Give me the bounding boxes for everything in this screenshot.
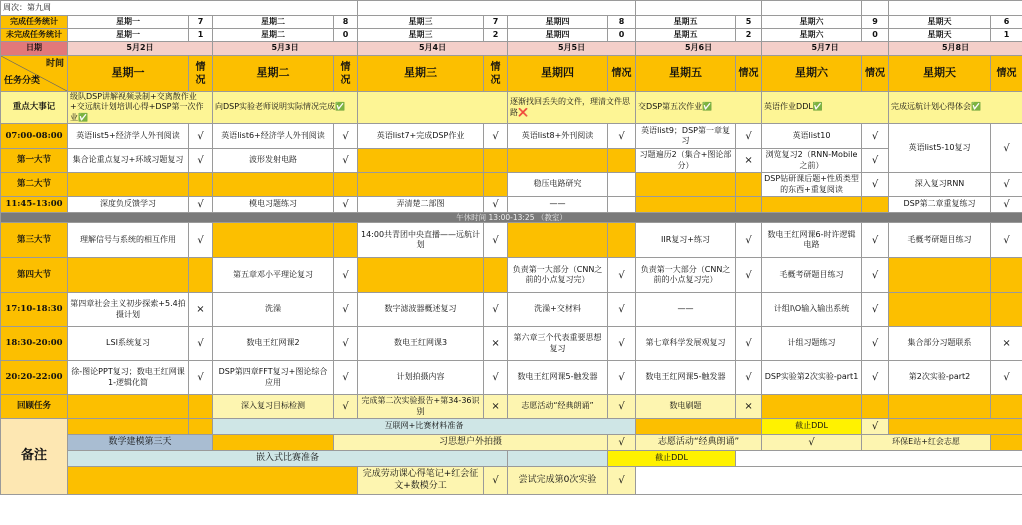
status-cell: √: [484, 293, 508, 327]
event-cell: 交DSP第五次作业✅: [636, 92, 762, 124]
status-cell: √: [736, 258, 762, 293]
blank-cell: [736, 451, 1022, 467]
task-cell: 洗澡+交材料: [508, 293, 608, 327]
stats-count: 0: [862, 29, 889, 42]
stats-count: 7: [484, 16, 508, 29]
status-cell: [862, 197, 889, 213]
task-cell: 浏览复习2（RNN-Mobile之前）: [762, 149, 862, 173]
stats-count: 1: [991, 29, 1022, 42]
status-cell: [608, 173, 636, 197]
status-cell: ×: [736, 395, 762, 419]
task-cell: [68, 258, 189, 293]
task-cell: 英语list10: [762, 124, 862, 149]
stats-day-name: 星期三: [358, 16, 484, 29]
day-header: 星期二: [213, 56, 334, 92]
date-cell: 5月2日: [68, 42, 213, 56]
task-cell: 第七章科学发展观复习: [636, 327, 736, 361]
status-cell: √: [189, 124, 213, 149]
blank-cell: [68, 419, 189, 435]
date-cell: 5月6日: [636, 42, 762, 56]
blank-cell: [991, 435, 1022, 451]
status-header: 情况: [334, 56, 358, 92]
lunch-break-bar: 午休时间 13:00-13:25 （教室）: [1, 213, 1022, 223]
status-cell: [484, 258, 508, 293]
stats-count: 1: [189, 29, 213, 42]
status-cell: √: [862, 293, 889, 327]
memo-item: 志愿活动“经典朗诵”: [636, 435, 762, 451]
stats-day-name: 星期三: [358, 29, 484, 42]
stats-undone-label: 未完成任务统计: [1, 29, 68, 42]
time-slot-label: 第三大节: [1, 223, 68, 258]
blank-cell: [189, 419, 213, 435]
status-cell: √: [608, 467, 636, 495]
status-cell: √: [736, 361, 762, 395]
stats-day-name: 星期四: [508, 16, 608, 29]
task-cell: 负责第一大部分（CNN之前的小点复习完）: [508, 258, 608, 293]
memo-item: 嵌入式比赛准备: [68, 451, 508, 467]
task-cell: 习题遍历2（集合+图论部分）: [636, 149, 736, 173]
task-cell: LSI系统复习: [68, 327, 189, 361]
status-cell: [189, 173, 213, 197]
task-header: 任务分类: [4, 76, 41, 87]
task-cell: 英语list9；DSP第一章复习: [636, 124, 736, 149]
task-cell: 模电习题练习: [213, 197, 334, 213]
status-cell: √: [762, 435, 862, 451]
task-cell: 毛概考研题目练习: [889, 223, 991, 258]
status-cell: [334, 223, 358, 258]
status-header: 情况: [736, 56, 762, 92]
stats-count: 2: [736, 29, 762, 42]
blank-cell: [358, 1, 636, 16]
time-slot-label: 第四大节: [1, 258, 68, 293]
event-cell: 向DSP实验老师说明实际情况完成✅: [213, 92, 358, 124]
status-cell: √: [736, 223, 762, 258]
status-cell: [991, 293, 1022, 327]
task-cell: 数电王红网课5-触发器: [508, 361, 608, 395]
status-cell: √: [991, 361, 1022, 395]
stats-day-name: 星期六: [762, 29, 862, 42]
stats-day-name: 星期五: [636, 29, 736, 42]
status-cell: [608, 197, 636, 213]
task-cell: DSP第四章FFT复习+图论综合应用: [213, 361, 334, 395]
memo-item: 习思想户外拍摄: [334, 435, 608, 451]
event-cell: [358, 92, 508, 124]
task-cell: 计组习题练习: [762, 327, 862, 361]
status-cell: √: [334, 124, 358, 149]
status-cell: √: [484, 124, 508, 149]
time-task-corner: [1, 56, 68, 92]
task-cell: 计划拍摄内容: [358, 361, 484, 395]
status-cell: √: [484, 197, 508, 213]
date-cell: 5月4日: [358, 42, 508, 56]
task-cell: 毛概考研题目练习: [762, 258, 862, 293]
task-cell: 第五章邓小平理论复习: [213, 258, 334, 293]
date-cell: 5月5日: [508, 42, 636, 56]
task-cell: 数电王红网课2: [213, 327, 334, 361]
stats-day-name: 星期六: [762, 16, 862, 29]
time-slot-label: 17:10-18:30: [1, 293, 68, 327]
event-cell: 完成远航计划心得体会✅: [889, 92, 1022, 124]
status-cell: √: [862, 419, 889, 435]
status-cell: ×: [484, 327, 508, 361]
date-cell: 5月8日: [889, 42, 1022, 56]
stats-day-name: 星期四: [508, 29, 608, 42]
status-cell: √: [334, 395, 358, 419]
status-cell: [862, 395, 889, 419]
status-cell: ×: [484, 395, 508, 419]
blank-cell: [636, 467, 1022, 495]
stats-day-name: 星期二: [213, 29, 334, 42]
time-slot-label: 20:20-22:00: [1, 361, 68, 395]
status-cell: √: [862, 361, 889, 395]
stats-count: 8: [334, 16, 358, 29]
stats-day-name: 星期天: [889, 29, 991, 42]
task-cell: [358, 149, 484, 173]
status-cell: √: [862, 223, 889, 258]
status-header: 情况: [991, 56, 1022, 92]
status-cell: ×: [991, 327, 1022, 361]
event-cell: 级队DSP讲解视频录制+交离散作业+交远航计划培训心得+DSP第一次作业✅: [68, 92, 213, 124]
date-label: 日期: [1, 42, 68, 56]
memo-item: 完成劳动课心得笔记+红会征文+数模分工: [358, 467, 484, 495]
task-cell: 志愿活动“经典朗诵”: [508, 395, 608, 419]
task-cell: [889, 293, 991, 327]
status-cell: [608, 223, 636, 258]
task-cell: 数字滤波器概述复习: [358, 293, 484, 327]
status-cell: [484, 173, 508, 197]
task-cell: 英语list6+经济学人外刊阅读: [213, 124, 334, 149]
task-cell: 波形发射电路: [213, 149, 334, 173]
status-cell: [484, 149, 508, 173]
status-cell: √: [991, 173, 1022, 197]
status-cell: √: [736, 327, 762, 361]
status-cell: [736, 173, 762, 197]
status-cell: √: [334, 293, 358, 327]
task-cell: 英语list5+经济学人外刊阅读: [68, 124, 189, 149]
status-cell: √: [862, 124, 889, 149]
status-cell: √: [334, 361, 358, 395]
status-cell: √: [608, 395, 636, 419]
time-slot-label: 11:45-13:00: [1, 197, 68, 213]
task-cell: 英语list5-10复习: [889, 124, 991, 173]
blank-cell: [889, 1, 1022, 16]
task-cell: DSP钻研课后题+性质类型的东西+重复阅读: [762, 173, 862, 197]
task-cell: 数电王红网课5-触发器: [636, 361, 736, 395]
task-cell: [358, 258, 484, 293]
memo-item: 互联网+比赛材料准备: [213, 419, 636, 435]
task-cell: 第2次实验-part2: [889, 361, 991, 395]
status-cell: √: [862, 149, 889, 173]
stats-count: 6: [991, 16, 1022, 29]
stats-count: 5: [736, 16, 762, 29]
task-cell: 稳压电路研究: [508, 173, 608, 197]
time-slot-label: 第二大节: [1, 173, 68, 197]
day-header: 星期五: [636, 56, 736, 92]
blank-cell: [68, 467, 358, 495]
date-cell: 5月7日: [762, 42, 889, 56]
status-cell: [334, 173, 358, 197]
status-cell: √: [189, 361, 213, 395]
task-cell: 弄清楚二部图: [358, 197, 484, 213]
status-cell: √: [608, 124, 636, 149]
status-cell: √: [189, 223, 213, 258]
status-cell: √: [862, 173, 889, 197]
day-header: 星期天: [889, 56, 991, 92]
status-cell: √: [991, 223, 1022, 258]
status-header: 情况: [608, 56, 636, 92]
stats-day-name: 星期一: [68, 16, 189, 29]
task-cell: 洗澡: [213, 293, 334, 327]
task-cell: 深入复习RNN: [889, 173, 991, 197]
date-cell: 5月3日: [213, 42, 358, 56]
status-cell: [736, 293, 762, 327]
task-cell: 英语list7+完成DSP作业: [358, 124, 484, 149]
event-cell: 英语作业DDL✅: [762, 92, 889, 124]
task-cell: 集合论重点复习+环域习题复习: [68, 149, 189, 173]
stats-day-name: 星期五: [636, 16, 736, 29]
task-cell: [213, 173, 334, 197]
task-cell: [762, 197, 862, 213]
task-cell: 集合部分习题联系: [889, 327, 991, 361]
status-cell: √: [862, 327, 889, 361]
blank-cell: [508, 451, 608, 467]
status-cell: √: [189, 327, 213, 361]
status-cell: [991, 395, 1022, 419]
day-header: 星期一: [68, 56, 189, 92]
status-cell: √: [608, 361, 636, 395]
blank-cell: [889, 419, 1022, 435]
task-cell: [762, 395, 862, 419]
task-cell: [68, 173, 189, 197]
memo-label: 备注: [1, 419, 68, 495]
stats-count: 7: [189, 16, 213, 29]
task-cell: [68, 395, 189, 419]
status-cell: √: [991, 124, 1022, 173]
blank-cell: [762, 1, 862, 16]
status-cell: √: [484, 223, 508, 258]
stats-day-name: 星期天: [889, 16, 991, 29]
task-cell: 计组I\O输入输出系统: [762, 293, 862, 327]
stats-day-name: 星期一: [68, 29, 189, 42]
status-header: 情况: [484, 56, 508, 92]
stats-count: 8: [608, 16, 636, 29]
week-label: 周次：第九周: [1, 1, 358, 16]
status-cell: √: [736, 124, 762, 149]
memo-ddl: 截止DDL: [762, 419, 862, 435]
task-cell: IIR复习+练习: [636, 223, 736, 258]
stats-count: 0: [334, 29, 358, 42]
task-cell: 深入复习目标检测: [213, 395, 334, 419]
memo-ddl: 截止DDL: [608, 451, 736, 467]
status-cell: [736, 197, 762, 213]
task-cell: ——: [508, 197, 608, 213]
status-cell: √: [334, 327, 358, 361]
status-header: 情况: [189, 56, 213, 92]
blank-cell: [213, 435, 334, 451]
blank-cell: [636, 419, 762, 435]
task-cell: 14:00共青团中央直播——远航计划: [358, 223, 484, 258]
task-cell: 负责第一大部分（CNN之前的小点复习完）: [636, 258, 736, 293]
task-cell: [636, 173, 736, 197]
status-cell: √: [862, 258, 889, 293]
memo-item: 数学建模第三天: [68, 435, 213, 451]
stats-count: 0: [608, 29, 636, 42]
status-header: 情况: [862, 56, 889, 92]
task-cell: 第四章社会主义初步探索+5.4拍摄计划: [68, 293, 189, 327]
stats-done-label: 完成任务统计: [1, 16, 68, 29]
time-slot-label: 回顾任务: [1, 395, 68, 419]
task-cell: [508, 149, 608, 173]
task-cell: [636, 197, 736, 213]
status-cell: √: [484, 467, 508, 495]
status-cell: √: [608, 327, 636, 361]
status-cell: √: [334, 149, 358, 173]
task-cell: 英语list8+外刊阅读: [508, 124, 608, 149]
status-cell: √: [189, 197, 213, 213]
task-cell: 数电刷题: [636, 395, 736, 419]
memo-item: 尝试完成第0次实验: [508, 467, 608, 495]
day-header: 星期三: [358, 56, 484, 92]
task-cell: 完成第二次实验报告+第34-36识别: [358, 395, 484, 419]
task-cell: 徐-图论PPT复习；数电王红网课1-逻辑化简: [68, 361, 189, 395]
status-cell: √: [608, 293, 636, 327]
task-cell: [889, 258, 991, 293]
time-header: 时间: [45, 59, 64, 69]
task-cell: [889, 395, 991, 419]
stats-count: 2: [484, 29, 508, 42]
time-slot-label: 18:30-20:00: [1, 327, 68, 361]
task-cell: DSP第二章重复练习: [889, 197, 991, 213]
task-cell: ——: [636, 293, 736, 327]
task-cell: [508, 223, 608, 258]
status-cell: √: [334, 258, 358, 293]
status-cell: [189, 395, 213, 419]
task-cell: DSP实验第2次实验-part1: [762, 361, 862, 395]
task-cell: 数电王红网课6-时许逻辑电路: [762, 223, 862, 258]
events-label: 重点大事记: [1, 92, 68, 124]
stats-count: 9: [862, 16, 889, 29]
day-header: 星期四: [508, 56, 608, 92]
task-cell: [213, 223, 334, 258]
day-header: 星期六: [762, 56, 862, 92]
status-cell: √: [189, 149, 213, 173]
task-cell: 深度负反馈学习: [68, 197, 189, 213]
status-cell: √: [991, 197, 1022, 213]
status-cell: √: [334, 197, 358, 213]
stats-day-name: 星期二: [213, 16, 334, 29]
time-slot-label: 第一大节: [1, 149, 68, 173]
task-cell: 第六章三个代表重要思想复习: [508, 327, 608, 361]
blank-cell: [636, 1, 762, 16]
blank-cell: [862, 1, 889, 16]
event-cell: 逐渐找回丢失的文件，理清文件思路❌: [508, 92, 636, 124]
status-cell: √: [484, 361, 508, 395]
status-cell: [991, 258, 1022, 293]
status-cell: [608, 149, 636, 173]
status-cell: √: [608, 435, 636, 451]
time-slot-label: 07:00-08:00: [1, 124, 68, 149]
task-cell: [358, 173, 484, 197]
memo-item: 环保E站+红会志愿: [862, 435, 991, 451]
status-cell: ×: [736, 149, 762, 173]
task-cell: 理解信号与系统的相互作用: [68, 223, 189, 258]
status-cell: [189, 258, 213, 293]
task-cell: 数电王红网课3: [358, 327, 484, 361]
status-cell: ×: [189, 293, 213, 327]
status-cell: √: [608, 258, 636, 293]
